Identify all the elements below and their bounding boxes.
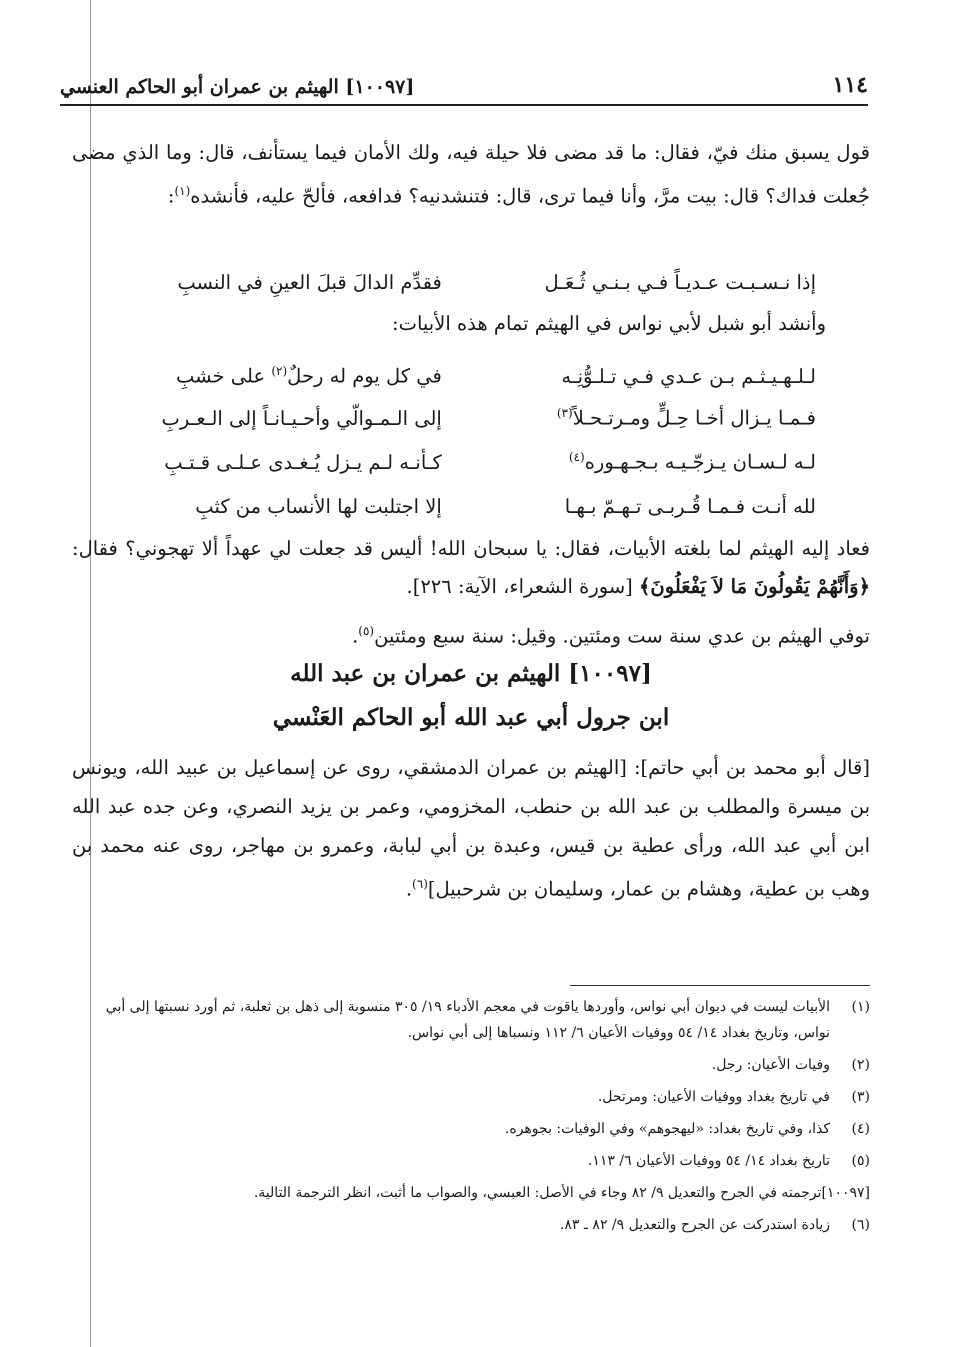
poem-verse <box>110 442 816 482</box>
footnote-item <box>72 1052 870 1078</box>
running-title: [١٠٠٩٧] الهيثم بن عمران أبو الحاكم العنسي <box>60 76 415 98</box>
footnote-item <box>72 994 870 1046</box>
footnote-ref-5[interactable]: (٥) <box>358 624 375 638</box>
footnote-text: تاريخ بغداد ١٤/ ٥٤ ووفيات الأعيان ٦/ ١١٣. <box>587 1153 830 1169</box>
footnote-text: زيادة استدركت عن الجرح والتعديل ٩/ ٨٢ ـ ٨٣. <box>559 1217 830 1233</box>
footnote-text: في تاريخ بغداد ووفيات الأعيان: ومرتحل. <box>597 1089 830 1105</box>
verse-hemistich-first <box>484 450 816 474</box>
verse-hemistich-second <box>110 364 442 388</box>
intro-text: قول يسبق منك فيّ، فقال: ما قد مضى فلا حيلة فيه، ولك الأمان فيما يستأنف، قال: وما الذي مضى جُعلت فداك؟ قال: بيت مرَّ، وأنا فيما ترى، قال: فتنشدنيه؟ فدافعه، فألحّ عليه، فأنشده <box>72 141 870 208</box>
footnote-ref-6[interactable]: (٦) <box>412 877 428 891</box>
poem-verse <box>110 398 816 438</box>
entry-text: [قال أبو محمد بن أبي حاتم]: [الهيثم بن عمران الدمشقي، روى عن إسماعيل بن عبيد الله، ويونس بن ميسرة والمطلب بن عبد الله بن حنطب، المخزومي، وعمر بن يزيد النصري، وعن جده عبد الله ابن أبي عبد الله، ورأى عطية بن قيس، وعبدة بن أبي لبابة، وعمرو بن مهاجر، روى عنه محمد بن وهب بن عطية، وهشام بن عمار، وسليمان بن شرحبيل] <box>72 756 870 901</box>
verse-hemistich-first: إذا نـسـبـت عـديـاً فـي بـنـي ثُـعَـل <box>544 270 816 294</box>
verse-text: فـمـا يـزال أخـا حِـلٍّ ومـرتـحـلاً <box>572 406 816 430</box>
verse-text: في كل يوم له رحلٌ <box>287 364 442 388</box>
verse-hemistich-first: لـلـهـيـثـم بـن عـدي فـي تـلـوُّنِـه <box>561 364 816 388</box>
footnote-item <box>72 1148 870 1174</box>
footnote-item <box>72 1212 870 1238</box>
poem-verse <box>110 486 816 526</box>
footnote-mark: (٥) <box>851 1153 870 1169</box>
death-text: توفي الهيثم بن عدي سنة ست ومئتين. وقيل: سنة سبع ومئتين <box>374 624 870 648</box>
entry-title-line2: ابن جرول أبي عبد الله أبو الحاكم العَنْسي <box>272 704 670 731</box>
abu-shibl-line: وأنشد أبو شبل لأبي نواس في الهيثم تمام هذه الأبيات: <box>392 312 826 335</box>
verse-hemistich-second: فقدِّم الدالَ قبلَ العينِ في النسبِ <box>177 270 442 294</box>
verse-hemistich-second: كـأنـه لـم يـزل يُـغـدى عـلـى قـتـبِ <box>164 450 442 474</box>
footnote-mark: [١٠٠٩٧] <box>821 1185 870 1201</box>
verse-hemistich-first: لله أنـت فـمـا قُـربـى تـهـمّ بـهـا <box>564 494 816 518</box>
footnote-item <box>72 1084 870 1110</box>
footnote-item <box>72 1180 870 1206</box>
verse-hemistich-first <box>484 406 816 430</box>
footnotes <box>72 994 870 1244</box>
verse-single <box>110 262 816 302</box>
header-rule <box>60 104 868 106</box>
footnote-ref-1[interactable]: (١) <box>174 184 191 198</box>
page-number: ١١٤ <box>832 72 868 98</box>
verse-hemistich-second: إلى الـمـوالّي وأحـيـانـاً إلى الـعـربِ <box>161 406 442 430</box>
footnote-text: كذا، وفي تاريخ بغداد: «ليهجوهم» وفي الوفيات: بجوهره. <box>504 1121 830 1137</box>
death-paragraph: توفي الهيثم بن عدي سنة ست ومئتين. وقيل: سنة سبع ومئتين$^{(٥)}$. <box>352 624 870 648</box>
footnote-text: وفيات الأعيان: رجل. <box>711 1057 830 1073</box>
footnote-rule <box>570 985 870 986</box>
page-header <box>60 58 868 98</box>
footnote-item <box>72 1116 870 1142</box>
footnote-mark: (٤) <box>851 1121 870 1137</box>
entry-paragraph <box>72 748 870 909</box>
entry-text-end: . <box>405 877 413 901</box>
verse-text: لـه لـسـان يـزجّـيـه بـجـهـوره <box>584 450 816 474</box>
footnote-mark: (٦) <box>851 1217 870 1233</box>
footnote-mark: (١) <box>851 999 870 1015</box>
return-text: فعاد إليه الهيثم لما بلغته الأبيات، فقال: يا سبحان الله! أليس قد جعلت لي عهداً ألا تهجوني؟ فقال: <box>72 537 870 560</box>
footnote-mark: (٢) <box>851 1057 870 1073</box>
footnote-ref-4[interactable]: (٤) <box>568 450 585 465</box>
poem-verse <box>110 356 816 396</box>
footnote-ref-2[interactable]: (٢) <box>271 364 288 379</box>
footnote-text: ترجمته في الجرح والتعديل ٩/ ٨٢ وجاء في الأصل: العبسي، والصواب ما أثبت، انظر الترجمة التالية. <box>253 1185 822 1201</box>
quran-quote: ﴿وَأَنَّهُمْ يَقُولُونَ مَا لاَ يَفْعَلُونَ﴾ <box>639 575 870 598</box>
return-paragraph <box>72 530 870 606</box>
footnote-mark: (٣) <box>851 1089 870 1105</box>
intro-end: : <box>167 184 175 208</box>
intro-paragraph <box>72 134 870 216</box>
verse-hemistich-second: إلا اجتلبت لها الأنساب من كثبِ <box>195 494 442 518</box>
entry-title-line1: [١٠٠٩٧] الهيثم بن عمران بن عبد الله <box>290 660 652 687</box>
footnote-text: الأبيات ليست في ديوان أبي نواس، وأوردها ياقوت في معجم الأدباء ١٩/ ٣٠٥ منسوبة إلى ذهل بن ثعلبة، ثم أورد نسبتها إلى أبي نواس، وتاريخ بغداد ١٤/ ٥٤ ووفيات الأعيان ٦/ ١١٢ ونسباها إلى أبي نواس. <box>105 999 830 1041</box>
quran-reference: [سورة الشعراء، الآية: ٢٢٦]. <box>406 575 633 598</box>
footnote-ref-3[interactable]: (٣) <box>556 406 573 421</box>
verse-text-end: على خشبِ <box>176 364 272 388</box>
